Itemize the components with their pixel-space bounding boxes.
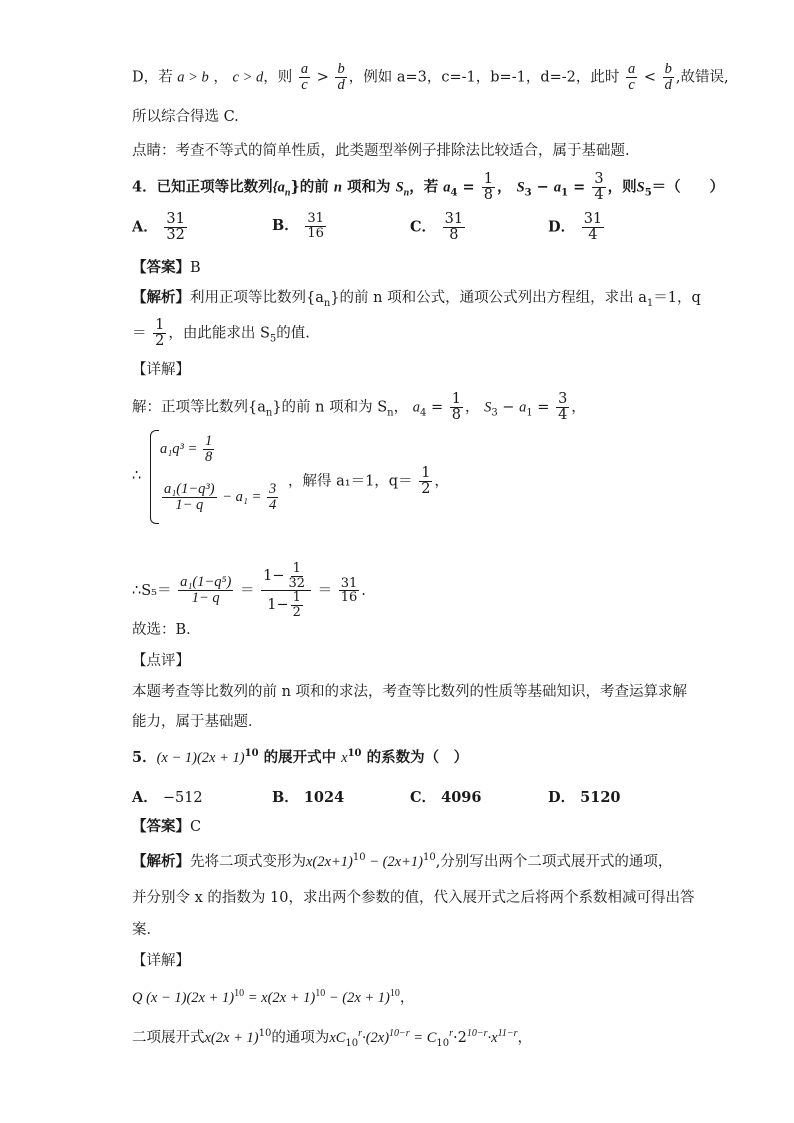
analysis-line: 【解析】利用正项等比数列$\{a_n\}$的前 n 项和公式，通项公式列出方程组，求出 $a_1=1$，q — [132, 289, 701, 309]
math: a > b — [177, 69, 209, 86]
fraction: $\frac{1}{2}$ — [421, 465, 431, 498]
detail-line: 二项展开式$x(2x + 1)^{10}$的通项为$xC_{10}^r\cdot(2x)^{10-r} = C_{10}^r\cdot 2^{10-r}\cdot x^{11-r}$， — [132, 1028, 532, 1049]
therefore-symbol: ∴ — [132, 468, 142, 484]
fraction: $\frac{\text{a₁(1−q⁵)}}{1- q}$ — [180, 574, 232, 607]
text-line: 所以综合得选 C. — [132, 109, 239, 125]
option-d: D． 5120 — [548, 789, 621, 806]
answer-line: 【答案】C — [132, 818, 202, 835]
option-d: D． $\frac{31}{4}$ — [548, 211, 603, 244]
question-5-stem: 5．$(x - 1)(2x + 1)^{10}$ 的展开式中 $x^{10}$ 的系数为（ ） — [132, 748, 469, 766]
text: ,故错误, — [675, 69, 729, 86]
text: ，则 — [263, 69, 293, 86]
text: ，例如 a=3，c=-1，b=-1，d=-2，此时 — [348, 69, 620, 86]
fraction: $\frac{31}{16}$ — [307, 211, 324, 241]
question-4-stem: 4．已知正项等比数列$\{a_n\}$的前 n 项和为 $S_n$，若 $a_4$ = $\frac{1}{8}$ ， $S_3 - a_1$ = $\frac{3}{4}$ ，则$S_5=$（ ） — [132, 171, 725, 204]
detail-line: Q $(x - 1)(2x + 1)^{10} = x(2x + 1)^{10} - (2x + 1)^{10}$， — [132, 988, 415, 1006]
fraction: $\frac{3}{4}$ — [558, 391, 568, 424]
text-line: 点睛：考查不等式的简单性质，此类题型举例子排除法比较适合，属于基础题. — [132, 143, 630, 159]
fraction: $\frac{a}{c}$ — [300, 61, 309, 94]
comment-line: 本题考查等比数列的前 n 项和的求法，考查等比数列的性质等基础知识，考查运算求解 — [132, 684, 688, 700]
analysis-line: 案． — [132, 922, 161, 938]
answer-line: 【答案】B — [132, 259, 201, 276]
fraction: $\frac{1}{8}$ — [451, 391, 461, 424]
fraction: $\frac{31}{4}$ — [583, 211, 603, 244]
compound-fraction: 1− $\frac{1}{32}$ 1− $\frac{1}{2}$ — [261, 562, 311, 620]
fraction: $\frac{1}{8}$ — [204, 433, 213, 466]
text: D，若 — [132, 69, 173, 86]
fraction: $\frac{31}{32}$ — [166, 211, 185, 244]
option-b: B． 1024 — [272, 789, 345, 806]
fraction: $\frac{1}{8}$ — [483, 171, 493, 204]
text-line-option-d: D，若 a > b ， c > d，则 $\frac{a}{c}$ > $\frac{b}{d}$ ，例如 a=3，c=-1，b=-1，d=-2，此时 $\frac{a}{c}$ < $\frac{b}{d}$ ,故错误, — [132, 61, 729, 94]
fraction: $\frac{31}{8}$ — [444, 211, 464, 244]
brace — [150, 430, 159, 524]
math: > — [316, 69, 329, 86]
fraction: $\frac{\text{a₁(1−q³)}}{1- q}$ — [164, 481, 215, 514]
option-a: A． $\frac{31}{32}$ — [132, 211, 185, 244]
math: < — [643, 69, 656, 86]
comment-heading: 【点评】 — [132, 653, 190, 669]
fraction: $\frac{a}{c}$ — [627, 61, 636, 94]
comment-line: 能力，属于基础题． — [132, 714, 263, 730]
choice-line: 故选：B． — [132, 622, 201, 638]
detail-heading: 【详解】 — [132, 362, 190, 378]
s5-computation: ∴S₅＝ $\frac{\text{a₁(1−q⁵)}}{1- q}$ ＝ 1− $\frac{1}{32}$ 1− $\frac{1}{2}$ ＝ $\frac{31}{16}$ . — [132, 561, 366, 620]
math: c > d — [232, 69, 264, 86]
option-c: C． $\frac{31}{8}$ — [410, 211, 464, 244]
analysis-line: 【解析】先将二项式变形为$x(2x+1)^{10} - (2x+1)^{10}$,分别写出两个二项式展开式的通项， — [132, 852, 673, 870]
option-c: C． 4096 — [410, 789, 482, 806]
fraction: $\frac{b}{d}$ — [664, 61, 672, 94]
detail-heading: 【详解】 — [132, 953, 190, 969]
solve-result: ，解得 a₁＝1，q＝ $\frac{1}{2}$ ， — [288, 465, 449, 498]
fraction: $\frac{3}{4}$ — [268, 481, 277, 514]
analysis-line: ＝ $\frac{1}{2}$ ，由此能求出 $S_5$的值. — [132, 317, 310, 350]
equation-1: a₁q³ = $\frac{1}{8}$ — [160, 433, 213, 466]
option-a: A． −512 — [132, 789, 203, 806]
fraction: $\frac{3}{4}$ — [594, 171, 604, 204]
analysis-line: 并分别令 x 的指数为 10，求出两个参数的值，代入展开式之后将两个系数相减可得出答 — [132, 890, 695, 906]
fraction: $\frac{1}{2}$ — [155, 317, 165, 350]
solution-line: 解：正项等比数列$\{a_n\}$的前 n 项和为 $S_n$， $a_4$ = $\frac{1}{8}$ ， $S_3 - a_1$ = $\frac{3}{4}$ ， — [132, 391, 586, 424]
equation-2: $\frac{\text{a₁(1−q³)}}{1- q}$ − a₁ = $\frac{3}{4}$ — [164, 481, 277, 514]
option-b: B． $\frac{31}{16}$ — [272, 211, 324, 241]
fraction: $\frac{b}{d}$ — [337, 61, 345, 94]
fraction: $\frac{31}{16}$ — [340, 575, 358, 606]
